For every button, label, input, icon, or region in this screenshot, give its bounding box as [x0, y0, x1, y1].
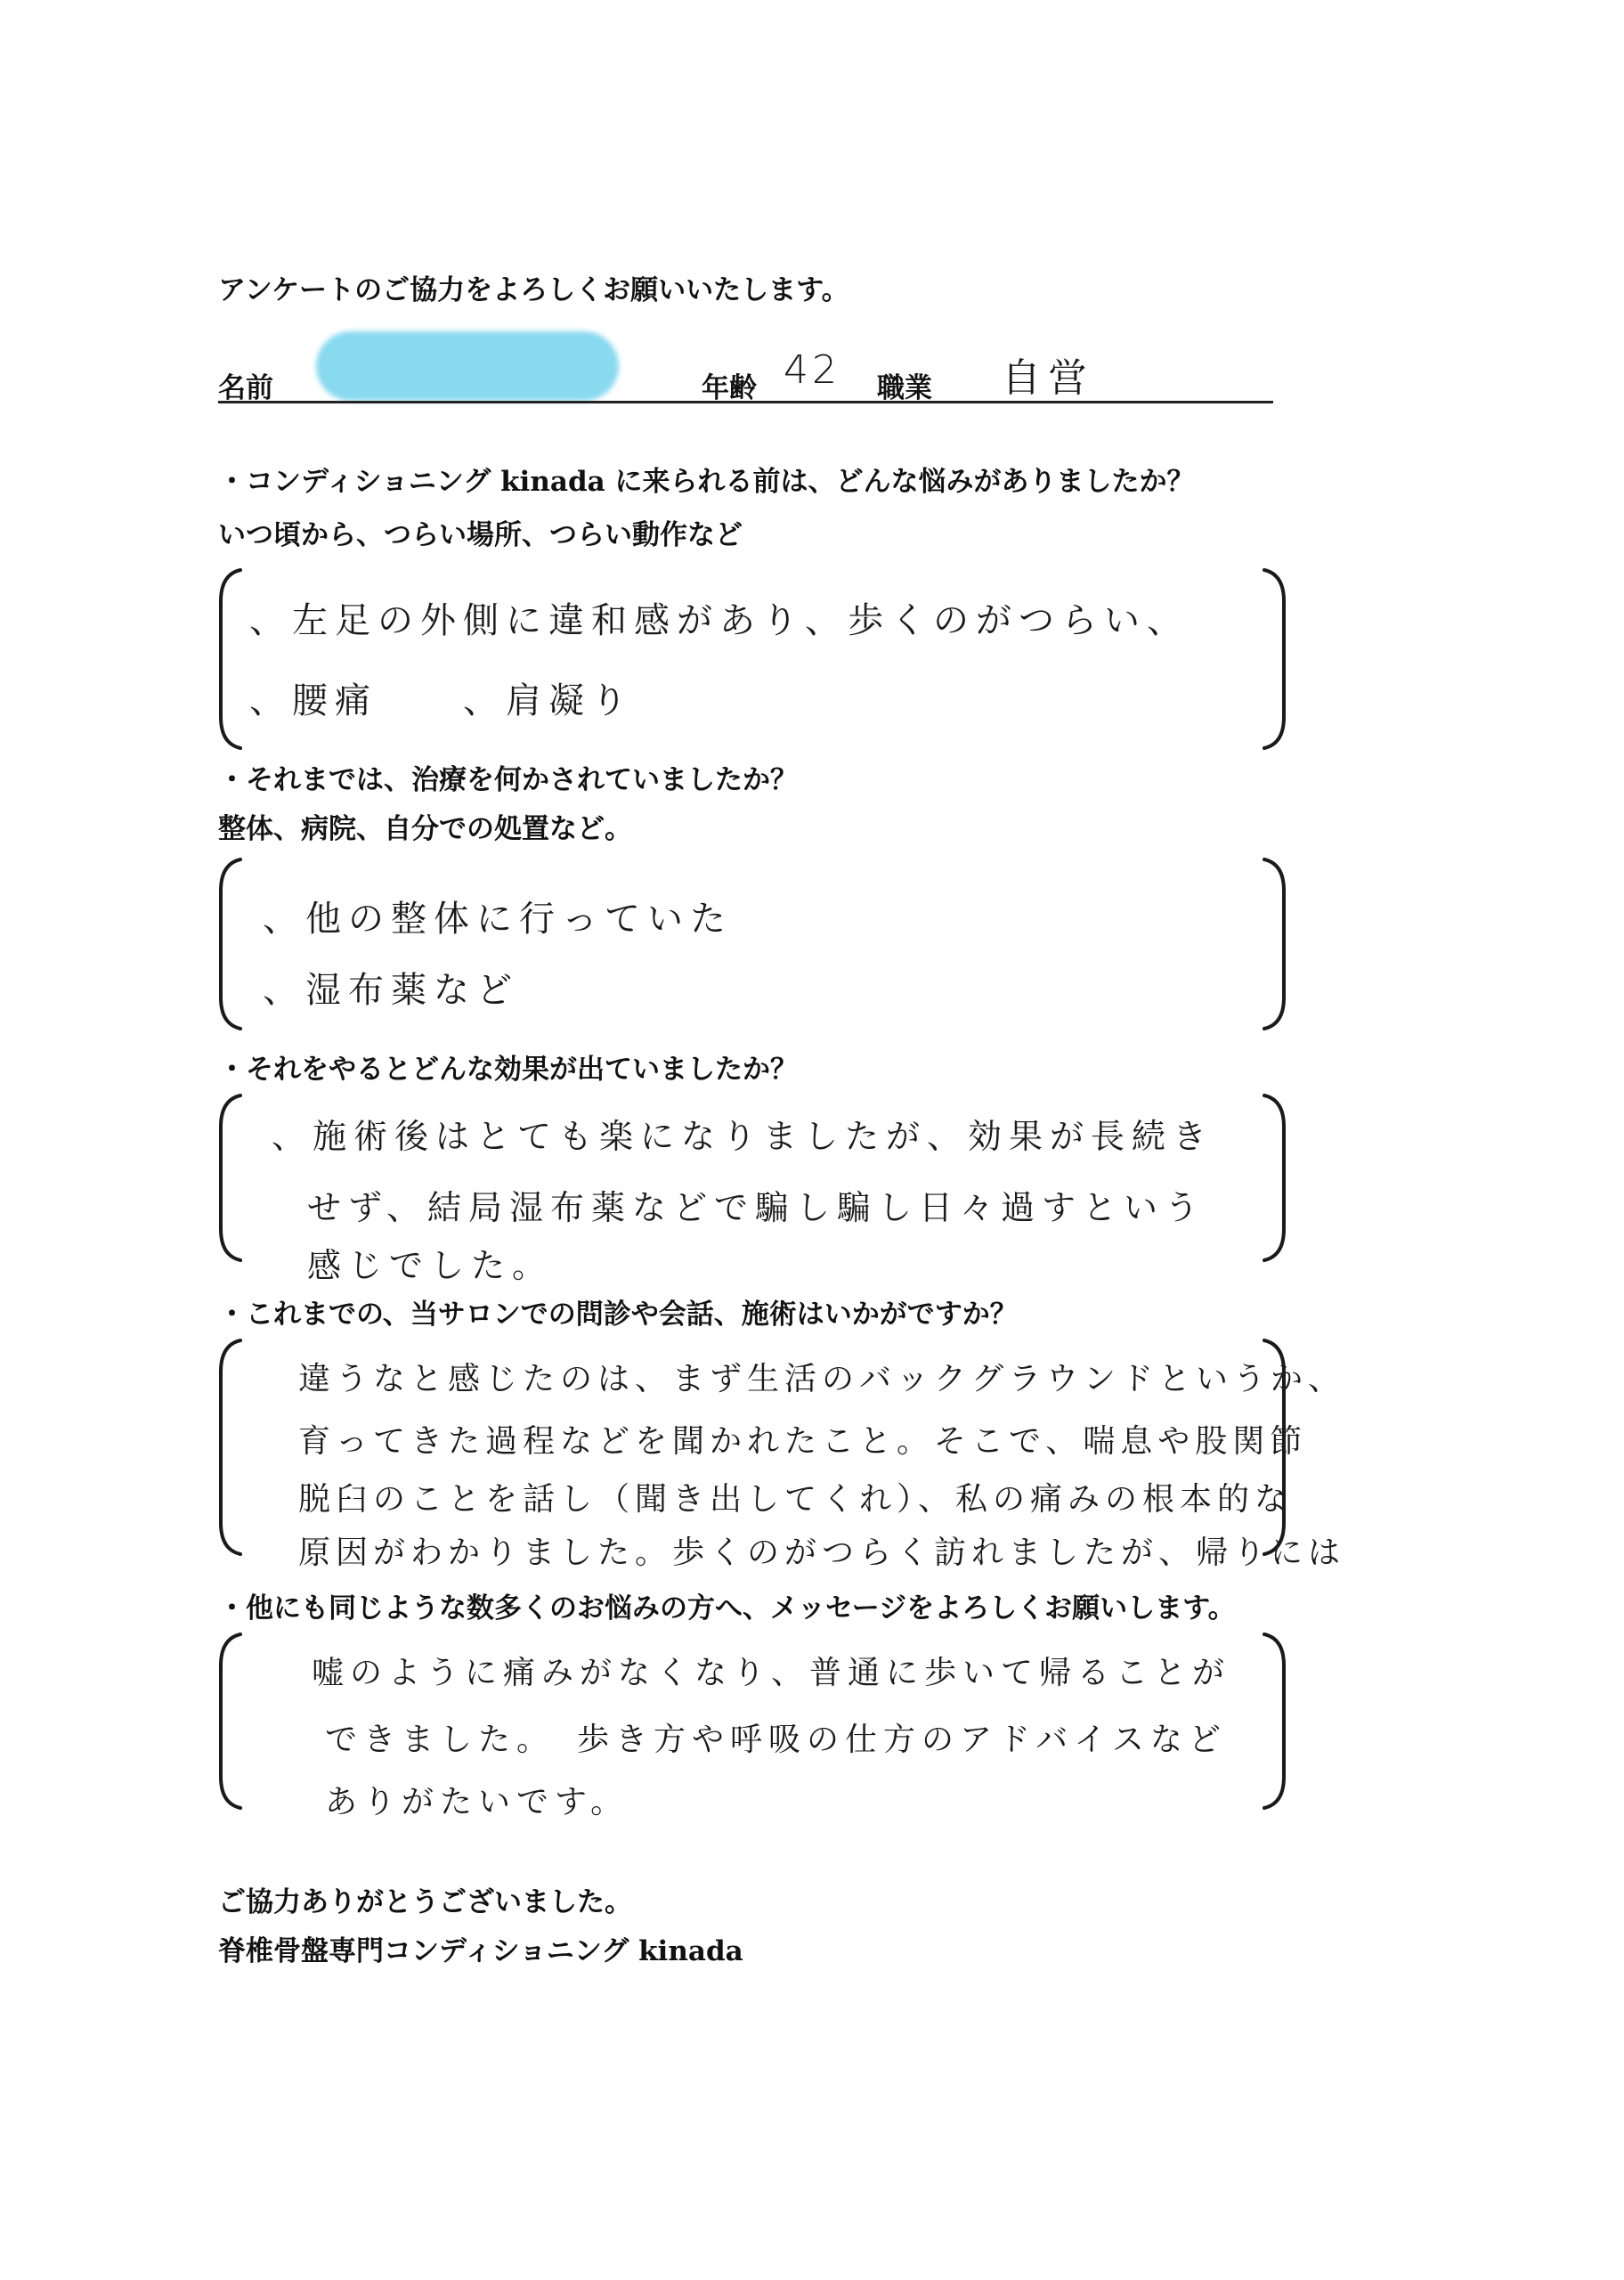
- question-4: ・これまでの、当サロンでの問診や会話、施術はいかがですか？: [218, 1299, 1018, 1331]
- answer-3-line-1: 、施術後はとても楽になりましたが、効果が長続き: [272, 1117, 1214, 1156]
- answer-5-line-2: できました。 歩き方や呼吸の仕方のアドバイスなど: [325, 1722, 1227, 1758]
- answer-3-line-2: せず、結局湿布薬などで騙し騙し日々過すという: [307, 1188, 1206, 1227]
- answer-4-line-1: 違うなと感じたのは、まず生活のバックグラウンドというか、: [298, 1361, 1346, 1397]
- question-2: ・それまでは、治療を何かされていましたか？: [218, 764, 798, 796]
- answer-4-line-2: 育ってきた過程などを聞かれたこと。そこで、喘息や股関節: [298, 1423, 1308, 1460]
- name-label: 名前: [218, 372, 273, 404]
- question-1-hint: いつ頃から、つらい場所、つらい動作など: [218, 519, 743, 551]
- question-1: ・コンディショニング kinada に来られる前は、どんな悩みがありましたか？: [218, 466, 1195, 498]
- answer-4-line-4: 原因がわかりました。歩くのがつらく訪れましたが、帰りには: [298, 1535, 1346, 1571]
- answer-1-line-2: 、腰痛 、肩凝り: [249, 680, 634, 721]
- question-5: ・他にも同じような数多くのお悩みの方へ、メッセージをよろしくお願いします。: [218, 1592, 1236, 1624]
- survey-intro: アンケートのご協力をよろしくお願いいたします。: [218, 274, 849, 306]
- answer-5-line-3: ありがたいです。: [325, 1784, 629, 1820]
- answer-5-line-1: 嘘のように痛みがなくなり、普通に歩いて帰ることが: [312, 1655, 1231, 1691]
- name-redaction: [316, 331, 619, 401]
- answer-4-line-3: 脱臼のことを話し（聞き出してくれ）、私の痛みの根本的な: [298, 1481, 1293, 1518]
- age-value: 42: [784, 347, 840, 393]
- answer-1-line-1: 、左足の外側に違和感があり、歩くのがつらい、: [249, 600, 1190, 641]
- answer-3-line-3: 感じでした。: [307, 1246, 554, 1285]
- job-label: 職業: [877, 372, 932, 404]
- question-2-hint: 整体、病院、自分での処置など。: [218, 813, 632, 845]
- question-3: ・それをやるとどんな効果が出ていましたか？: [218, 1054, 798, 1086]
- answer-2-line-2: 、湿布薬など: [263, 970, 519, 1011]
- footer-clinic: 脊椎骨盤専門コンディショニング kinada: [218, 1935, 743, 1967]
- age-label: 年齢: [702, 372, 757, 404]
- footer-thanks: ご協力ありがとうございました。: [218, 1886, 632, 1918]
- job-value: 自営: [1002, 355, 1094, 401]
- answer-2-line-1: 、他の整体に行っていた: [263, 899, 733, 940]
- header-underline: [218, 401, 1273, 403]
